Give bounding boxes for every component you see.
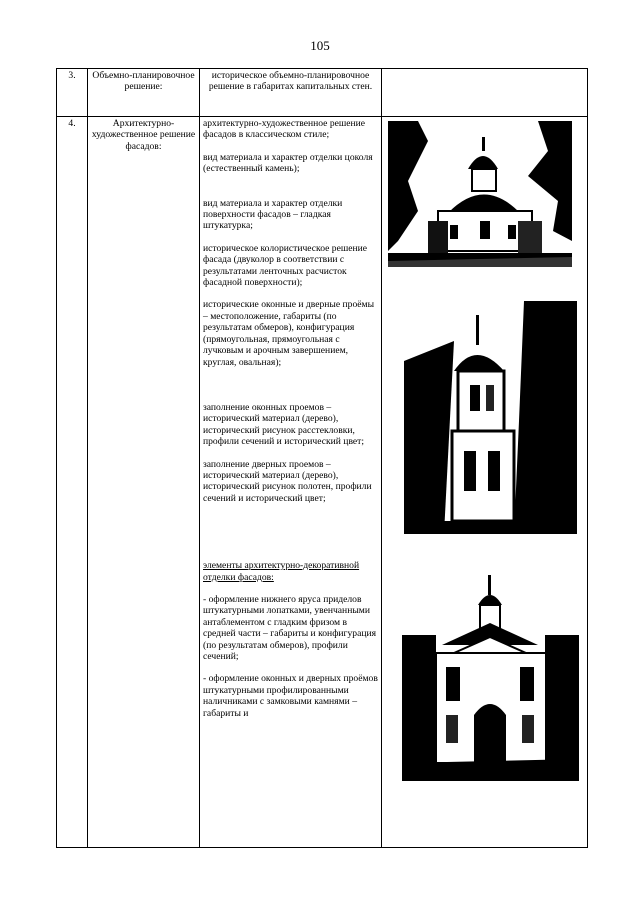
item-style: архитектурно-художественное решение фасадов в классическом стиле; [203, 118, 366, 141]
row-description: историческое объемно-планировочное решение в габаритах капитальных стен. [200, 69, 382, 117]
item-window-trims: - оформление оконных и дверных проёмов штукатурными профилированными наличниками с замковыми камнями – габариты и [203, 673, 378, 719]
row-image-cell [382, 69, 588, 117]
church-photo-3 [402, 575, 579, 781]
row-name: Архитектурно-художественное решение фасадов: [88, 117, 200, 848]
item-decor-heading: элементы архитектурно-декоративной отделки фасадов: [203, 560, 360, 583]
church-photo-2 [404, 301, 577, 534]
item-window-fill: заполнение оконных проемов – исторический материал (дерево), исторический рисунок расстекловки, профили сечений и исторический цвет; [203, 401, 365, 448]
page-number: 105 [310, 38, 330, 53]
item-openings: исторические оконные и дверные проёмы – местоположение, габариты (по результатам обмеров), конфигурация (прямоугольная, прямоугольная с лучковым и арочным завершением, круглая, овальная); [203, 299, 375, 368]
table-row [57, 69, 588, 117]
row-name: Объемно-планировочное решение: [88, 69, 200, 117]
item-color-scheme: историческое колористическое решение фасада (двуколор в соответствии с результатами ленточных расчисток фасадной поверхности); [203, 242, 368, 289]
table-row [57, 117, 588, 848]
item-plinth: вид материала и характер отделки цоколя (естественный камень); [203, 151, 373, 175]
row-number: 4. [57, 117, 88, 848]
church-photo-1 [388, 121, 572, 267]
monument-subject-table [56, 68, 588, 848]
row-number: 3. [57, 69, 88, 117]
item-door-fill: заполнение дверных проемов – исторический материал (дерево), исторический рисунок полотен, профили сечений и исторический цвет; [203, 458, 372, 504]
item-lower-tier: - оформление нижнего яруса приделов штукатурными лопатками, увенчанными антаблементом с гладким фризом в средней части – габариты и конфигурация (по результатам обмеров), профили сечений; [203, 593, 377, 662]
row-image-cell [382, 117, 588, 848]
row-description [200, 117, 382, 848]
item-facade-surface: вид материала и характер отделки поверхности фасадов – гладкая штукатурка; [203, 197, 343, 232]
